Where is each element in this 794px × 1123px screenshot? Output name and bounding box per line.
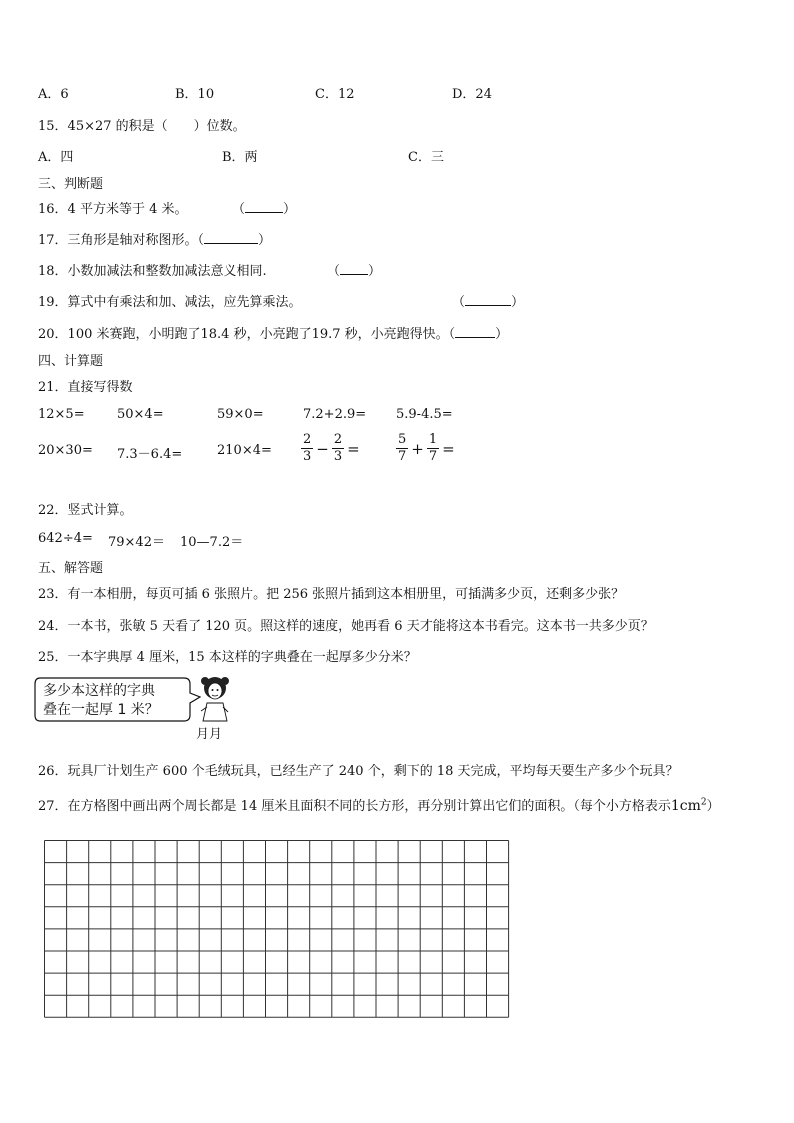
q19-blank[interactable] [465, 293, 511, 306]
q16-open: （ [232, 202, 246, 217]
q25-text: 25．一本字典厚 4 厘米，15 本这样的字典叠在一起厚多少分米？ [38, 650, 417, 665]
q14-option-c[interactable]: C．12 [315, 87, 355, 102]
q14-option-b[interactable]: B．10 [175, 87, 215, 102]
section-5-heading: 五、解答题 [38, 561, 104, 576]
q27-text: 27．在方格图中画出两个周长都是 14 厘米且面积不同的长方形，再分别计算出它们的面积。（每个小方格表示 [38, 799, 671, 814]
q18-blank[interactable] [340, 262, 368, 275]
numerator: 2 [333, 432, 343, 447]
q24-text: 24．一本书，张敏 5 天看了 120 页。照这样的速度，她再看 6 天才能将这本书看完。这本书一共多少页？ [38, 619, 654, 634]
q17-text: 17．三角形是轴对称图形。（ [38, 233, 205, 248]
unit-cm: 1cm [670, 798, 701, 814]
fraction-1-7 [427, 432, 439, 465]
q20-blank[interactable] [455, 325, 495, 338]
q20-close: ） [495, 327, 509, 342]
character-name: 月月 [196, 727, 223, 742]
q21-fraction-expr-1 [301, 432, 363, 465]
q19-answer[interactable] [452, 291, 524, 310]
q20-answer-line [38, 323, 508, 342]
denominator: 7 [428, 449, 438, 464]
section-4-heading: 四、计算题 [38, 354, 104, 369]
q21-fraction-expr-2 [396, 432, 458, 465]
q22-item-1: 642÷4= [38, 531, 93, 546]
q14-options [38, 83, 738, 101]
q23-text: 23．有一本相册，每页可插 6 张照片。把 256 张照片插到这本相册里，可插满多少页，还剩多少张？ [38, 587, 625, 602]
q15-option-b[interactable]: B．两 [222, 150, 258, 165]
q21-r2-c2: 7.3－6.4= [117, 447, 183, 462]
q14-option-a[interactable]: A．6 [38, 87, 69, 102]
q15-stem: 15．45×27 的积是（ ）位数。 [38, 119, 246, 134]
q21-r1-c2: 50×4= [117, 407, 164, 422]
q21-r2-c1: 20×30= [38, 443, 93, 458]
q21-r1-c4: 7.2+2.9= [303, 407, 367, 422]
q17-blank[interactable] [204, 231, 258, 244]
q15-options [38, 146, 738, 164]
fraction-2-3-a [301, 432, 313, 465]
square-grid[interactable] [44, 840, 511, 1019]
numerator: 1 [428, 432, 438, 447]
q25-illustration [34, 675, 234, 743]
q18-close: ） [368, 264, 382, 279]
q21-title: 21．直接写得数 [38, 380, 133, 395]
q20-text: 20．100 米赛跑，小明跑了18.4 秒，小亮跑了19.7 秒，小亮跑得快。（ [38, 327, 456, 342]
q18-open: （ [327, 264, 341, 279]
equals: = [442, 439, 455, 458]
equals: = [347, 439, 360, 458]
q17-close: ） [258, 233, 272, 248]
bubble-line-1: 多少本这样的字典 [43, 683, 155, 699]
q19-close: ） [511, 295, 525, 310]
q17-answer-line [38, 229, 271, 248]
q21-r1-c5: 5.9-4.5= [396, 407, 453, 422]
q16-blank[interactable] [245, 200, 283, 213]
fraction-5-7 [396, 432, 408, 465]
q21-r1-c3: 59×0= [217, 407, 264, 422]
numerator: 2 [303, 432, 312, 447]
unit-exponent: 2 [700, 797, 707, 808]
q16-close: ） [283, 202, 297, 217]
numerator: 5 [398, 432, 407, 447]
denominator: 3 [303, 449, 312, 464]
q22-title: 22．竖式计算。 [38, 503, 133, 518]
q18-answer[interactable] [327, 260, 381, 279]
operator: − [316, 439, 329, 458]
operator: + [411, 439, 424, 458]
fraction-2-3-b [332, 432, 344, 465]
bubble-line-2: 叠在一起厚 1 米？ [43, 702, 159, 718]
girl-character-icon [197, 675, 233, 723]
denominator: 7 [398, 449, 407, 464]
q27-line [38, 795, 720, 814]
q16-text: 16．4 平方米等于 4 米。 [38, 202, 188, 217]
q22-item-2: 79×42＝ [108, 535, 165, 550]
q19-open: （ [452, 295, 466, 310]
q15-option-c[interactable]: C．三 [408, 150, 444, 165]
q26-text: 26．玩具厂计划生产 600 个毛绒玩具，已经生产了 240 个，剩下的 18 天完成，平均每天要生产多少个玩具？ [38, 764, 679, 779]
q16-answer[interactable] [232, 198, 296, 217]
q19-text: 19．算式中有乘法和加、减法，应先算乘法。 [38, 295, 302, 310]
q22-item-3: 10—7.2＝ [180, 535, 244, 550]
q18-text: 18．小数加减法和整数加减法意义相同. [38, 264, 267, 279]
q14-option-d[interactable]: D．24 [452, 87, 492, 102]
denominator: 3 [333, 449, 343, 464]
q15-option-a[interactable]: A．四 [38, 150, 74, 165]
q21-r1-c1: 12×5= [38, 407, 85, 422]
q21-r2-c3: 210×4= [217, 443, 272, 458]
q27-close: ） [706, 799, 720, 814]
section-3-heading: 三、判断题 [38, 177, 104, 192]
